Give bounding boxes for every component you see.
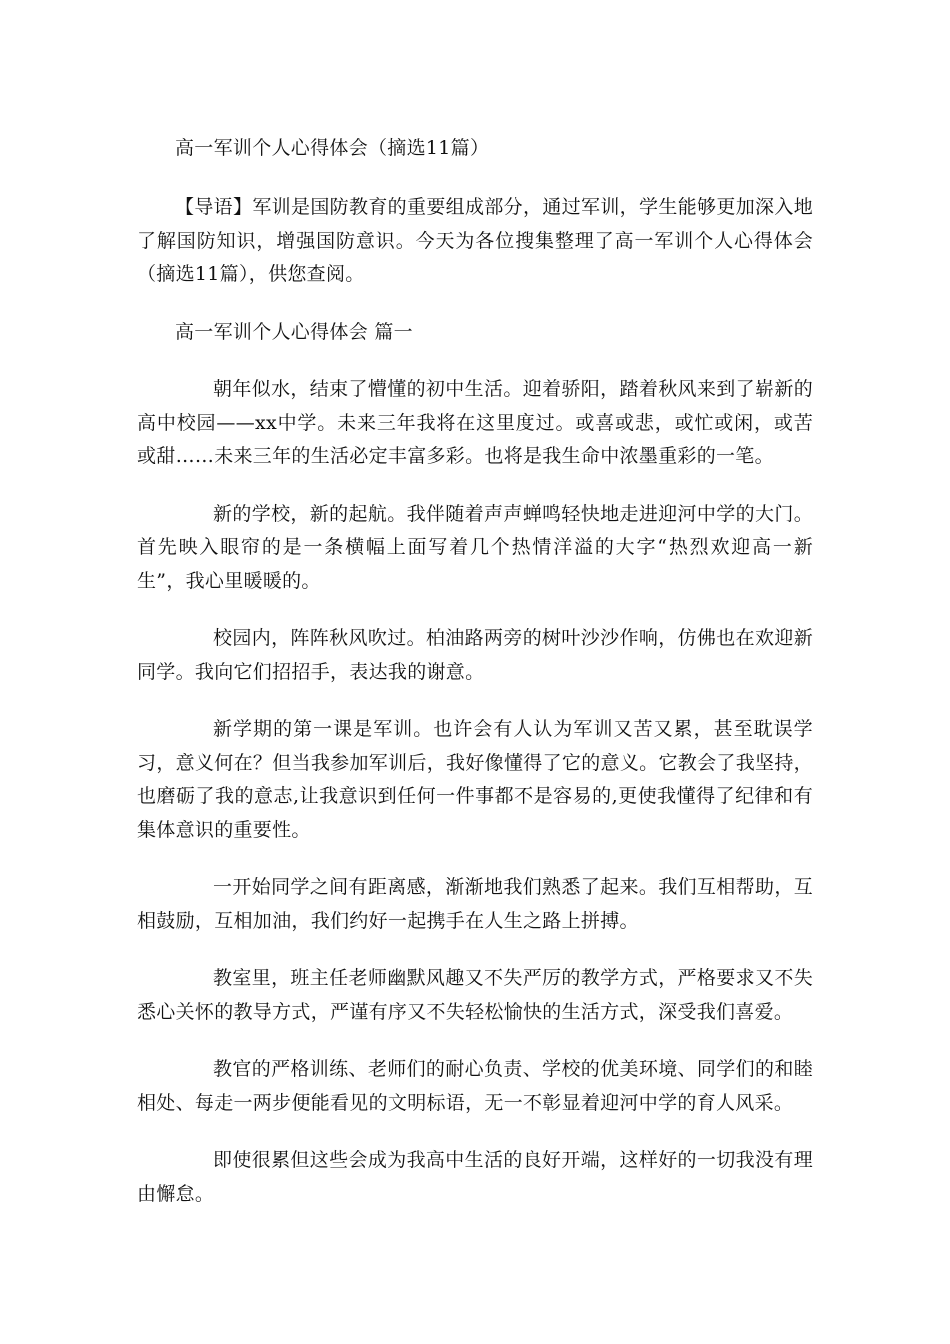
body-paragraph-6: 教室里，班主任老师幽默风趣又不失严厉的教学方式，严格要求又不失悉心关怀的教导方式，严谨有序又不失轻松愉快的生活方式，深受我们喜爱。	[137, 967, 813, 1023]
body-paragraph-2: 新的学校，新的起航。我伴随着声声蝉鸣轻快地走进迎河中学的大门。首先映入眼帘的是一条横幅上面写着几个热情洋溢的大字“热烈欢迎高一新生”，我心里暖暖的。	[137, 502, 813, 592]
body-paragraph-7: 教官的严格训练、老师们的耐心负责、学校的优美环境、同学们的和睦相处、每走一两步便能看见的文明标语，无一不彰显着迎河中学的育人风采。	[137, 1058, 813, 1114]
body-paragraph-3: 校园内，阵阵秋风吹过。柏油路两旁的树叶沙沙作响，仿佛也在欢迎新同学。我向它们招招手，表达我的谢意。	[137, 627, 813, 683]
body-paragraph-8: 即使很累但这些会成为我高中生活的良好开端，这样好的一切我没有理由懈怠。	[137, 1149, 813, 1205]
body-paragraph-4: 新学期的第一课是军训。也许会有人认为军训又苦又累，甚至耽误学习，意义何在？但当我参加军训后，我好像懂得了它的意义。它教会了我坚持，也磨砺了我的意志,让我意识到任何一件事都不是容易的,更使我懂得了纪律和有集体意识的重要性。	[137, 718, 813, 841]
document-body	[137, 131, 813, 1235]
section-title: 高一军训个人心得体会 篇一	[175, 320, 413, 343]
document-title: 高一军训个人心得体会（摘选11篇）	[175, 137, 490, 159]
body-paragraph-1: 朝年似水，结束了懵懂的初中生活。迎着骄阳，踏着秋风来到了崭新的高中校园——xx中学。未来三年我将在这里度过。或喜或悲，或忙或闲，或苦或甜……未来三年的生活必定丰富多彩。也将是我生命中浓墨重彩的一笔。	[137, 378, 813, 467]
body-paragraph-5: 一开始同学之间有距离感，渐渐地我们熟悉了起来。我们互相帮助，互相鼓励，互相加油，我们约好一起携手在人生之路上拼搏。	[137, 876, 813, 932]
intro-paragraph: 【导语】军训是国防教育的重要组成部分，通过军训，学生能够更加深入地了解国防知识，增强国防意识。今天为各位搜集整理了高一军训个人心得体会（摘选11篇），供您查阅。	[137, 196, 813, 285]
